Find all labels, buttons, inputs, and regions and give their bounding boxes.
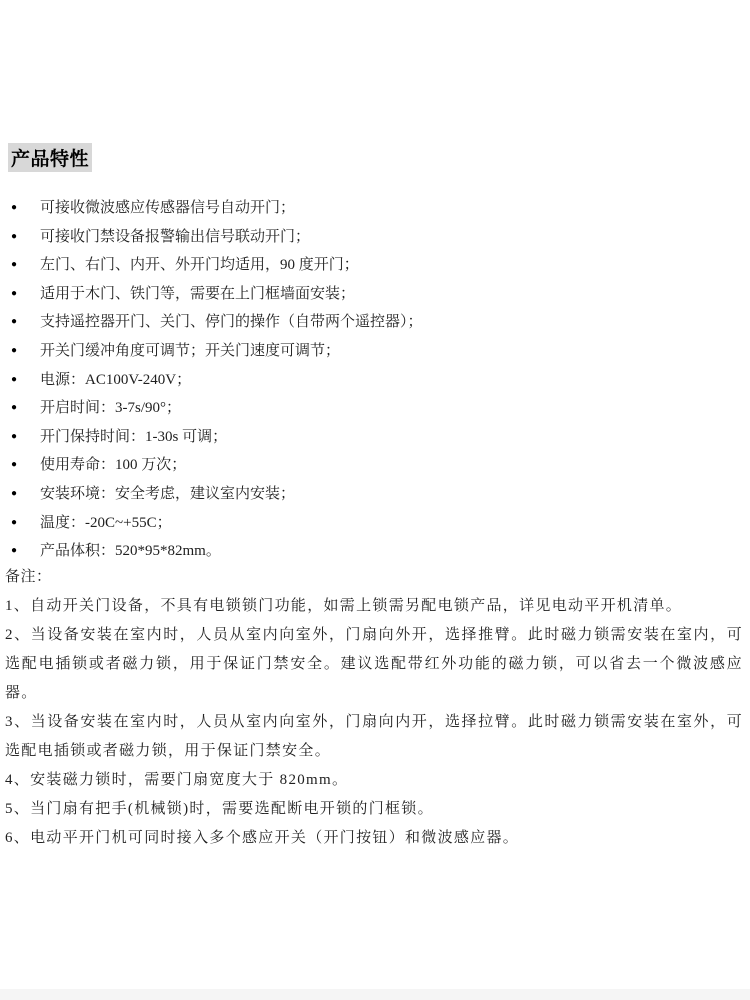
feature-item [0,480,750,509]
feature-item [0,451,750,480]
bullet-icon: ● [11,259,18,271]
page-title: 产品特性 [8,143,92,172]
feature-list [0,194,750,566]
feature-text: 可接收门禁设备报警输出信号联动开门； [40,228,311,245]
feature-text: 开启时间：3-7s/90°； [40,400,181,417]
note-item: 6、电动平开门机可同时接入多个感应开关（开门按钮）和微波感应器。 [5,830,520,846]
feature-item [0,366,750,395]
feature-item [0,337,750,366]
feature-text: 可接收微波感应传感器信号自动开门； [40,200,296,216]
bullet-icon: ● [11,373,18,385]
bullet-icon: ● [11,430,18,442]
feature-text: 左门、右门、内开、外开门均适用，90 度开门； [40,257,359,274]
note-item: 1、自动开关门设备，不具有电锁锁门功能，如需上锁需另配电锁产品，详见电动平开机清单。 [5,598,683,614]
feature-text: 安装环境：安全考虑，建议室内安装； [40,485,296,502]
feature-item [0,509,750,538]
feature-text: 温度：-20C~+55C； [40,514,172,531]
bullet-icon: ● [11,487,18,499]
feature-item [0,194,750,223]
feature-item [0,308,750,337]
note-item: 2、当设备安装在室内时，人员从室内向室外，门扇向外开，选择推臂。此时磁力锁需安装在室内，可选配电插锁或者磁力锁，用于保证门禁安全。建议选配带红外功能的磁力锁，可以省去一个微波感应器。 [5,627,743,701]
bullet-icon: ● [11,545,18,557]
bullet-icon: ● [11,402,18,414]
feature-item [0,394,750,423]
feature-text: 产品体积：520*95*82mm。 [40,543,221,560]
bullet-icon: ● [11,516,18,528]
notes-list [5,592,743,853]
note-item: 4、安装磁力锁时，需要门扇宽度大于 820mm。 [5,772,349,788]
bullet-icon: ● [11,287,18,299]
feature-item [0,423,750,452]
notes-heading: 备注： [5,569,52,585]
feature-text: 电源：AC100V-240V； [40,371,192,388]
notes-section [5,563,743,853]
bullet-icon: ● [11,344,18,356]
bullet-icon: ● [11,459,18,471]
feature-item [0,280,750,309]
bullet-icon: ● [11,316,18,328]
feature-text: 适用于木门、铁门等，需要在上门框墙面安装； [40,285,356,302]
feature-item [0,537,750,566]
feature-text: 开关门缓冲角度可调节；开关门速度可调节； [40,342,341,359]
feature-item [0,223,750,252]
feature-item [0,251,750,280]
feature-text: 开门保持时间：1-30s 可调； [40,428,228,445]
note-item: 5、当门扇有把手(机械锁)时，需要选配断电开锁的门框锁。 [5,801,434,817]
feature-text: 支持遥控器开门、关门、停门的操作（自带两个遥控器）； [40,314,423,331]
note-item: 3、当设备安装在室内时，人员从室内向室外，门扇向内开，选择拉臂。此时磁力锁需安装在室外，可选配电插锁或者磁力锁，用于保证门禁安全。 [5,714,743,759]
feature-text: 使用寿命：100 万次； [40,457,187,474]
bullet-icon: ● [11,230,18,242]
bullet-icon: ● [11,202,18,213]
page-bottom-strip [0,989,750,1000]
